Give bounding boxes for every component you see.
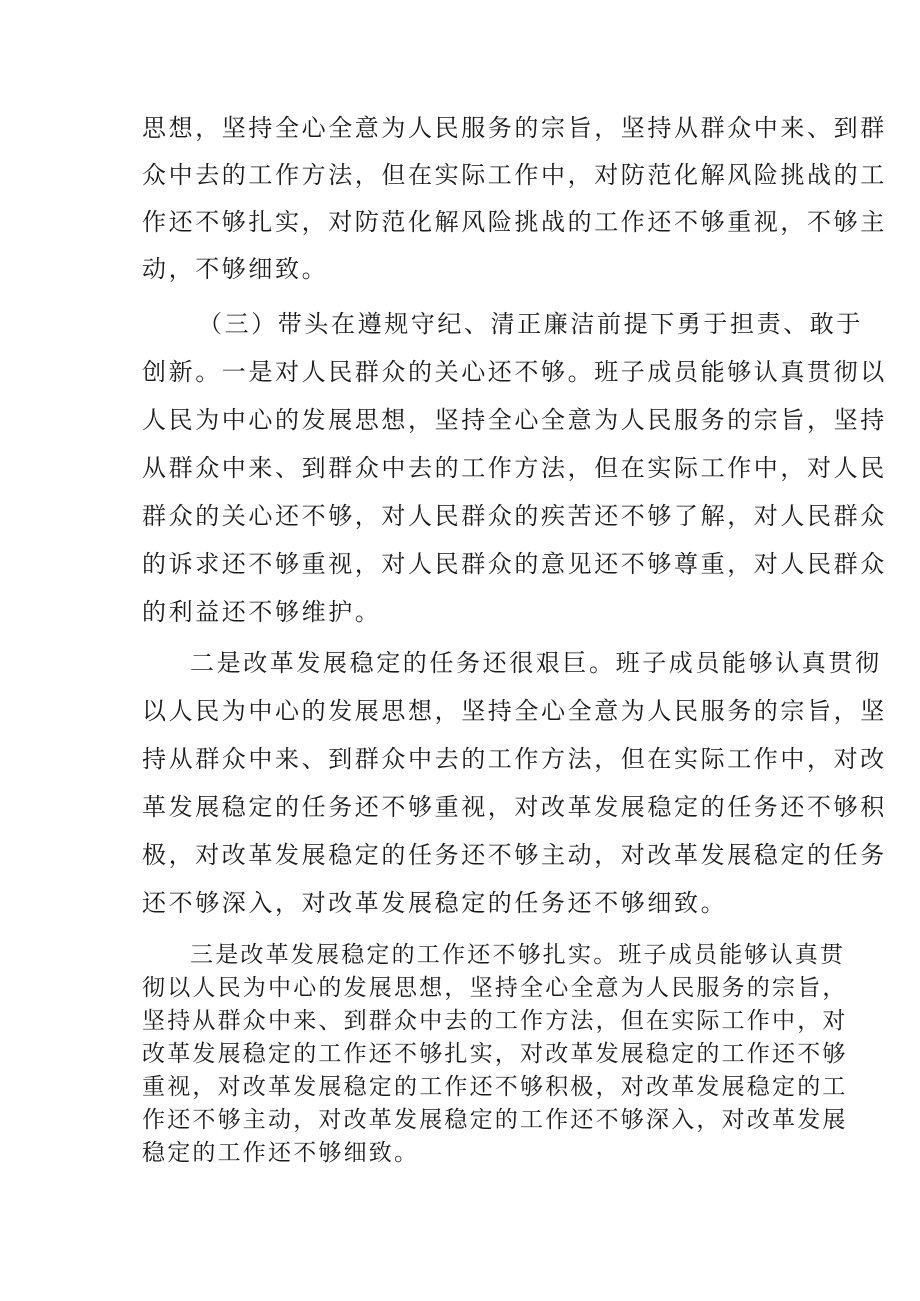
text-line: 持从群众中来、到群众中去的工作方法，但在实际工作中，对改: [142, 745, 887, 773]
text-line: 作还不够扎实，对防范化解风险挑战的工作还不够重视，不够主: [142, 208, 887, 236]
text-line: 彻以人民为中心的发展思想，坚持全心全意为人民服务的宗旨，: [142, 975, 848, 1001]
text-line: 还不够深入，对改革发展稳定的任务还不够细致。: [142, 889, 728, 917]
text-line: 从群众中来、到群众中去的工作方法，但在实际工作中，对人民: [142, 454, 887, 482]
text-line: 动，不够细致。: [142, 255, 329, 283]
text-line: 群众的关心还不够，对人民群众的疾苦还不够了解，对人民群众: [142, 502, 887, 530]
text-line: 革发展稳定的任务还不够重视，对改革发展稳定的任务还不够积: [142, 793, 887, 821]
text-line: 重视，对改革发展稳定的工作还不够积极，对改革发展稳定的工: [142, 1074, 848, 1100]
text-line: 的诉求还不够重视，对人民群众的意见还不够尊重，对人民群众: [142, 550, 887, 578]
text-line: 改革发展稳定的工作还不够扎实，对改革发展稳定的工作还不够: [142, 1041, 848, 1067]
text-line: 人民为中心的发展思想，坚持全心全意为人民服务的宗旨，坚持: [142, 406, 887, 434]
text-line: 三是改革发展稳定的工作还不够扎实。班子成员能够认真贯: [190, 942, 846, 968]
text-line: 稳定的工作还不够细致。: [142, 1140, 420, 1166]
text-line: 二是改革发展稳定的任务还很艰巨。班子成员能够认真贯彻: [190, 649, 882, 677]
text-line: 以人民为中心的发展思想，坚持全心全意为人民服务的宗旨，坚: [142, 697, 887, 725]
text-line: 创新。一是对人民群众的关心还不够。班子成员能够认真贯彻以: [142, 358, 887, 386]
text-line: 思想，坚持全心全意为人民服务的宗旨，坚持从群众中来、到群: [142, 114, 887, 142]
text-line: 极，对改革发展稳定的任务还不够主动，对改革发展稳定的任务: [142, 841, 887, 869]
text-line: 的利益还不够维护。: [142, 598, 382, 626]
text-line: 作还不够主动，对改革发展稳定的工作还不够深入，对改革发展: [142, 1107, 848, 1133]
text-line: 坚持从群众中来、到群众中去的工作方法，但在实际工作中，对: [142, 1008, 848, 1034]
text-line: 众中去的工作方法，但在实际工作中，对防范化解风险挑战的工: [142, 161, 887, 189]
section-heading-line: （三）带头在遵规守纪、清正廉洁前提下勇于担责、敢于: [198, 310, 863, 338]
